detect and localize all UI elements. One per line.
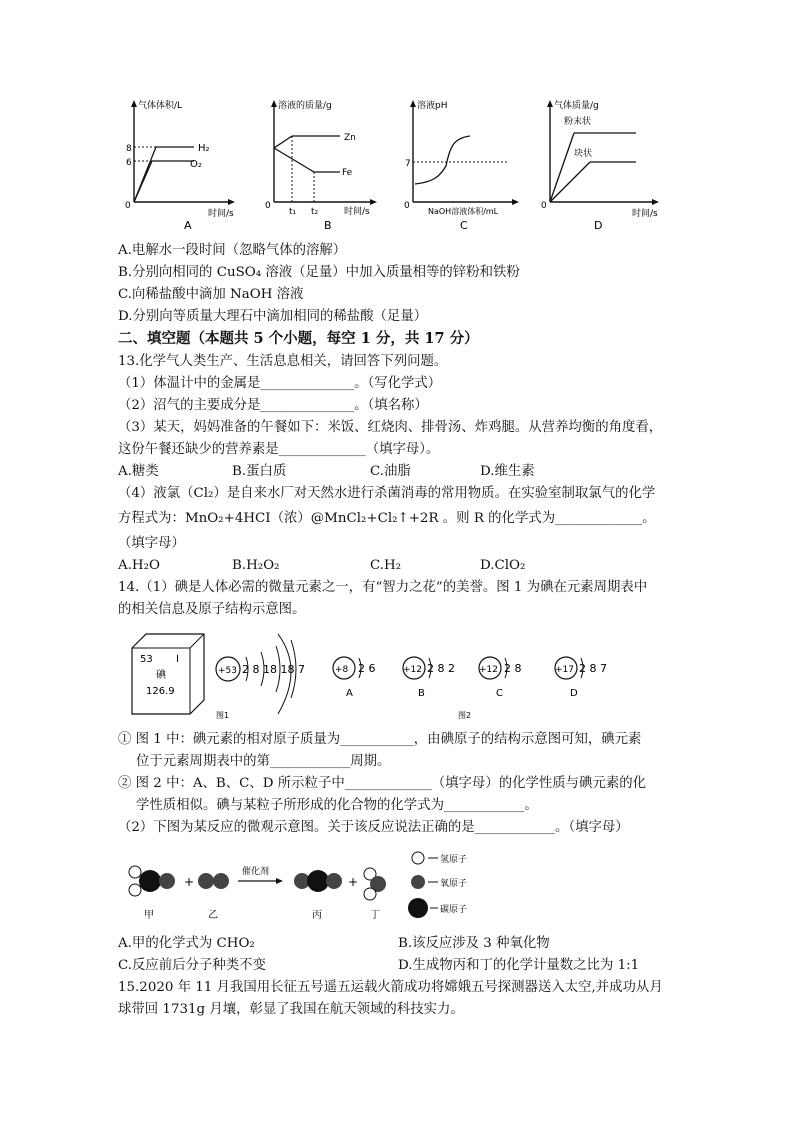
graph-c-letter: C — [460, 219, 468, 232]
particle-a-nucleus: +8 — [335, 665, 349, 675]
q13-part4-option-c: C.H₂ — [370, 558, 402, 573]
particle-d-letter: D — [570, 688, 578, 699]
cell-mass: 126.9 — [146, 686, 175, 697]
q13-part4-option-d: D.ClO₂ — [480, 558, 526, 573]
graph-d-series-powder: 粉末状 — [564, 117, 592, 127]
legend-carbon: 碳原子 — [440, 905, 468, 915]
graph-b — [260, 96, 400, 236]
q14-option-c: C.反应前后分子种类不变 — [118, 958, 266, 973]
graph-c-origin: 0 — [404, 201, 410, 211]
graph-a-xlabel: 时间/s — [208, 209, 234, 219]
legend-oxygen: 氧原子 — [440, 879, 468, 889]
graph-a-ytick-6: 6 — [126, 158, 132, 168]
reaction-label-bing: 丙 — [312, 910, 322, 921]
reaction-diagram — [118, 842, 678, 932]
q14-item1-line2: 位于元素周期表中的第____________周期。 — [136, 754, 391, 769]
graph-b-xlabel: 时间/s — [344, 207, 370, 217]
q12-option-b: B.分别向相同的 CuSO₄ 溶液（足量）中加入质量相等的锌粉和铁粉 — [118, 265, 520, 280]
q12-option-c: C.向稀盐酸中滴加 NaOH 溶液 — [118, 287, 304, 302]
q14-option-a: A.甲的化学式为 CHO₂ — [118, 936, 255, 951]
q13-part1: （1）体温计中的金属是______________。（写化学式） — [118, 376, 442, 391]
particle-b-letter: B — [418, 688, 425, 699]
particle-b-nucleus: +12 — [403, 665, 422, 675]
q13-part4-line1: （4）液氯（Cl₂）是自来水厂对天然水进行杀菌消毒的常用物质。在实验室制取氯气的化学 — [118, 486, 656, 501]
graph-b-series-zn: Zn — [344, 133, 356, 143]
graph-d-xlabel: 时间/s — [632, 209, 658, 219]
figure-1-label: 图1 — [216, 711, 230, 720]
section-2-title: 二、填空题（本题共 5 个小题，每空 1 分，共 17 分） — [118, 330, 479, 347]
graph-b-xtick-t2: t₂ — [311, 207, 319, 217]
q14-part2: （2）下图为某反应的微观示意图。关于该反应说法正确的是____________。（填字母） — [118, 820, 629, 835]
graph-b-ylabel: 溶液的质量/g — [278, 101, 332, 111]
q13-part3-line1: （3）某天，妈妈准备的午餐如下：米饭、红烧肉、排骨汤、炸鸡腿。从营养均衡的角度看， — [118, 420, 663, 435]
iodine-shells: 2 8 18 18 7 — [242, 663, 305, 676]
graph-a-ytick-8: 8 — [126, 144, 132, 154]
particle-b-shells: 2 8 2 — [427, 662, 455, 675]
q13-part2: （2）沼气的主要成分是______________。（填名称） — [118, 398, 428, 413]
q13-part3-line2: 这份午餐还缺少的营养素是_____________（填字母）。 — [118, 442, 440, 457]
q15-line1: 15.2020 年 11 月我国用长征五号遥五运载火箭成功将嫦娥五号探测器送入太空,并成功从月 — [118, 980, 663, 995]
svg-text:+: + — [348, 875, 359, 889]
q13-stem: 13.化学气人类生产、生活息息相关，请回答下列问题。 — [118, 354, 448, 369]
figure-2-label: 图2 — [458, 711, 472, 720]
graph-c-ylabel: 溶液pH — [417, 101, 448, 111]
particle-d-shells: 2 8 7 — [579, 662, 607, 675]
graph-a-origin: 0 — [125, 201, 131, 211]
graph-a-letter: A — [184, 219, 192, 232]
particle-c-shells: 2 8 — [504, 662, 522, 675]
q15-line2: 球带回 1731g 月壤，彰显了我国在航天领域的科技实力。 — [118, 1002, 464, 1017]
particle-a-letter: A — [346, 688, 353, 699]
graph-c-ytick-7: 7 — [405, 159, 411, 169]
graph-a — [118, 96, 258, 236]
q12-option-d: D.分别向等质量大理石中滴加相同的稀盐酸（足量） — [118, 309, 428, 324]
q13-part4-option-b: B.H₂O₂ — [232, 558, 280, 573]
q13-part4-line2: 方程式为：MnO₂+4HCI（浓）@MnCl₂+Cl₂↑+2R 。则 R 的化学式为_____________。 — [118, 511, 656, 526]
q14-option-b: B.该反应涉及 3 种氧化物 — [398, 936, 550, 951]
reaction-label-ding: 丁 — [370, 910, 380, 921]
q13-part3-option-c: C.油脂 — [370, 464, 411, 479]
graph-b-series-fe: Fe — [342, 168, 353, 178]
graph-a-ylabel: 气体体积/L — [138, 101, 183, 111]
q13-part3-option-b: B.蛋白质 — [232, 464, 287, 479]
q14-stem-line1: 14.（1）碘是人体必需的微量元素之一，有“智力之花”的美誉。图 1 为碘在元素周期表中 — [118, 580, 648, 595]
graph-b-xtick-t1: t₁ — [289, 207, 297, 217]
cell-name: 碘 — [156, 670, 166, 681]
figure-1-2 — [118, 624, 678, 724]
legend-hydrogen: 氢原子 — [440, 855, 468, 865]
graph-c-xlabel: NaOH溶液体积/mL — [428, 207, 499, 216]
graph-a-series-h2: H₂ — [198, 143, 210, 154]
svg-text:+: + — [184, 875, 195, 889]
q14-option-d: D.生成物丙和丁的化学计量数之比为 1:1 — [398, 958, 640, 973]
reaction-label-yi: 乙 — [208, 910, 218, 921]
graph-d-origin: 0 — [541, 201, 547, 211]
q12-option-a: A.电解水一段时间（忽略气体的溶解） — [118, 243, 347, 258]
graph-b-origin: 0 — [265, 201, 271, 211]
q14-item2-line2: 学性质相似。碘与某粒子所形成的化合物的化学式为____________。 — [136, 798, 538, 813]
graph-d-ylabel: 气体质量/g — [554, 101, 599, 111]
cell-symbol: I — [176, 654, 179, 665]
cell-atomic-number: 53 — [140, 654, 153, 665]
reaction-label-jia: 甲 — [144, 910, 154, 921]
particle-c-letter: C — [496, 688, 503, 699]
q13-part4-option-a: A.H₂O — [118, 558, 160, 573]
graph-a-series-o2: O₂ — [190, 159, 202, 170]
q14-item1-line1: ① 图 1 中：碘元素的相对原子质量为___________，由碘原子的结构示意图可知，碘元素 — [118, 732, 642, 747]
q14-stem-line2: 的相关信息及原子结构示意图。 — [118, 602, 306, 617]
particle-c-nucleus: +12 — [479, 665, 498, 675]
particle-d-nucleus: +17 — [555, 665, 574, 675]
reaction-catalyst: 催化剂 — [242, 867, 270, 877]
q13-part3-option-a: A.糖类 — [118, 464, 159, 479]
graph-b-letter: B — [324, 219, 332, 232]
graph-c — [398, 96, 538, 236]
q13-part4-line3: （填字母） — [118, 536, 185, 551]
q13-part3-option-d: D.维生素 — [480, 464, 535, 479]
q14-item2-line1: ② 图 2 中：A、B、C、D 所示粒子中_____________（填字母）的化学性质与碘元素的化 — [118, 776, 647, 791]
iodine-nucleus: +53 — [218, 666, 237, 676]
particle-a-shells: 2 6 — [358, 662, 376, 675]
graph-d-letter: D — [594, 219, 603, 232]
graph-d-series-block: 块状 — [574, 149, 593, 159]
graph-d — [536, 96, 676, 236]
